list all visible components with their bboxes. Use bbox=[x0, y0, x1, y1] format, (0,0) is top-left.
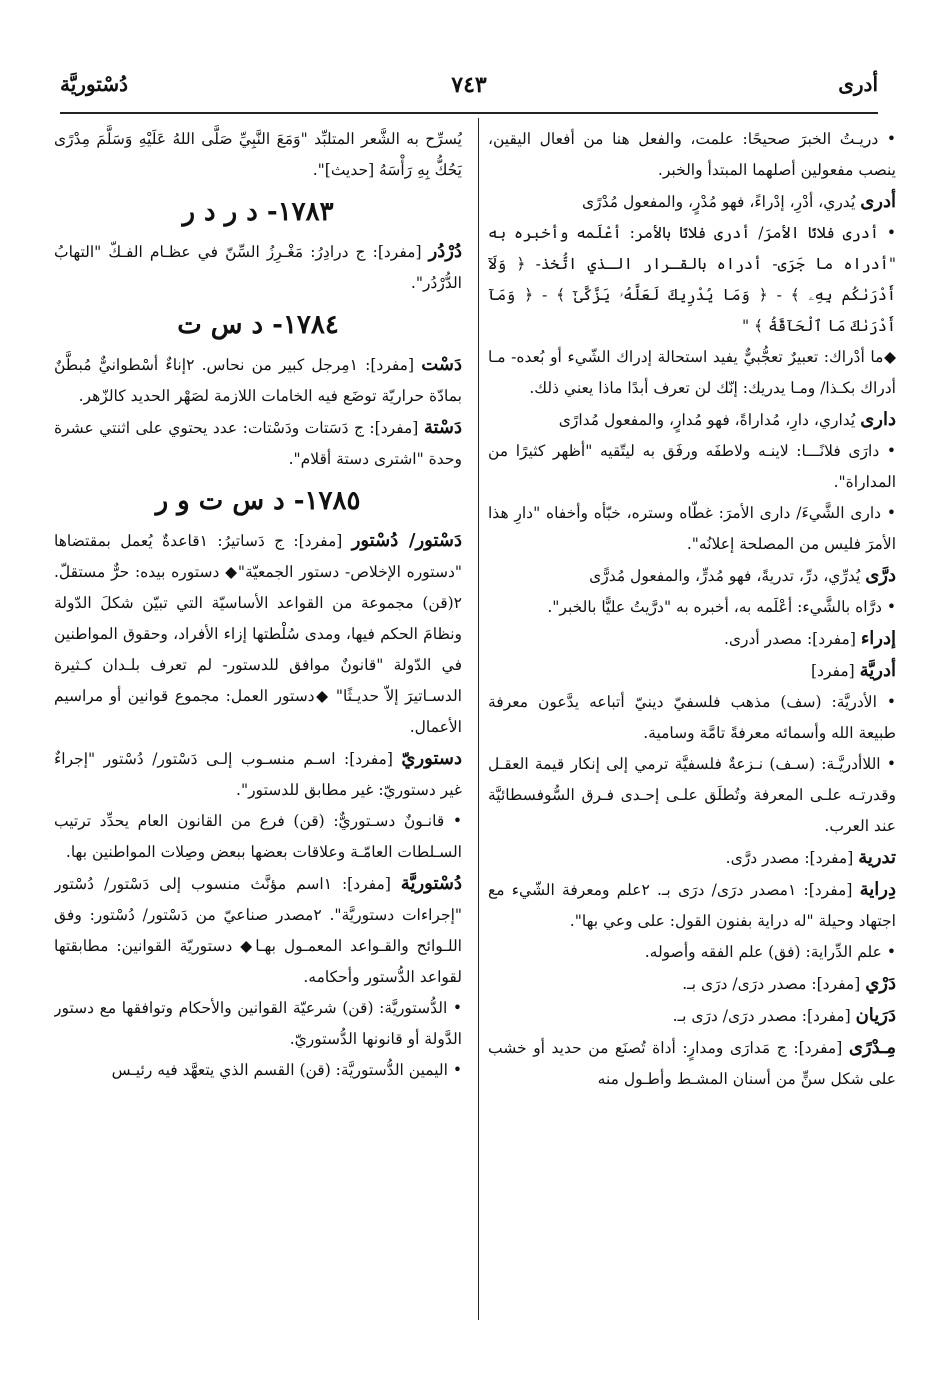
entry-definition: [مفرد]: مصدر درَى/ درَى بـ. bbox=[682, 975, 866, 993]
entry-headword: دَسْت bbox=[421, 354, 462, 375]
entry-definition: [مفرد]: اسـم منسـوب إلـى دَسْتور/ دُسْتور "إجراءٌ غير دستوريّ: غير مطابق للدستور". bbox=[54, 750, 462, 799]
entry-paragraph: • الدُّستوريَّة: (قن) شرعيّة القوانين والأحكام وتوافقها مع دستور الدَّولة أو قانونها الدُّستوريّ. bbox=[54, 999, 462, 1048]
entry-definition: يُدرِّي، درِّ، تدريةً، فهو مُدرٍّ، والمفعول مُدرًّى bbox=[589, 567, 866, 585]
entry-definition: [مفرد]: ج درادِرُ: مَغْـرِزُ السِّنّ في عظـام الفـكّ "التهابُ الدُّرْدُر". bbox=[54, 243, 462, 292]
entry-definition: [مفرد]: مصدر درَّى. bbox=[725, 849, 859, 867]
dictionary-entry bbox=[488, 655, 896, 687]
entry-definition: [مفرد]: ج دَسَتات ودَسْتات: عدد يحتوي على اثنتي عشرة وحدة "اشترى دستة أقلام". bbox=[54, 419, 462, 468]
entry-definition: [مفرد]: مصدر أدرى. bbox=[723, 630, 861, 648]
entry-paragraph: • اليمين الدُّستوريَّة: (قن) القسم الذي يتعهَّد فيه رئيـس bbox=[111, 1061, 462, 1079]
dictionary-entry bbox=[54, 868, 462, 993]
entry-definition: يُدري، أدْرِ، إدْراءً، فهو مُدْرٍ، والمفعول مُدْرًى bbox=[582, 193, 861, 211]
entry-definition: [مفرد]: ج دَساتيرُ: ١قاعدةٌ يُعمل بمقتضاها "دستوره الإخلاص- دستور الجمعيّة"◆ دستوره بيده: حرٌّ مستقلّ. ٢(قن) مجموعة من القواعد الأساسيّة التي تبيّن شكلَ الدّولة ونظامَ الحكم فيها، ومدى سُلْطتها إزاء الأفراد، وحقوق المواطنين في الدّولة "قانونٌ موافق للدستور- لم تعرف بلـدان كـثيرة الدسـاتيرَ إلاّ حديـثًا" ◆دستور العمل: مجموع قوانين أو مراسيم الأعمال. bbox=[54, 532, 462, 736]
entry-paragraph: يُسرِّح به الشَّعر المتلبِّد "وَمَعَ النَّبِيِّ صَلَّى اللهُ عَلَيْهِ وَسَلَّمَ مِدْرًى يَحُكُّ بِهِ رَأْسَهُ [حديث]". bbox=[54, 130, 462, 179]
entry-headword: دارى bbox=[860, 409, 896, 430]
dictionary-entry bbox=[488, 186, 896, 218]
entry-headword: دُسْتوريَّة bbox=[400, 873, 462, 894]
entry-paragraph: • أدرى فلانًا الأمرَ/ أدرى فلانًا بالأمر: أعْلَمه وأخبره به "أدراه ما جَرَى- أدراه بالقـرار الـذي اتُّخذ- ﴿ وَلَآ أَدْرَىٰكُم بِهِۦ ﴾ - ﴿ وَمَا يُدْرِيكَ لَعَلَّهُۥ يَزَّكَّىٰٓ ﴾ - ﴿ وَمَآ أَدْرَىٰكَ مَا ٱلْحَآقَّةُ ﴾ " bbox=[488, 224, 896, 335]
dictionary-entry bbox=[488, 874, 896, 937]
root-heading: ١٧٨٣- د ر د ر bbox=[182, 197, 334, 227]
root-heading: ١٧٨٤- د س ت bbox=[177, 310, 339, 340]
entry-headword: إدراء bbox=[860, 628, 896, 649]
entry-headword: مِـدْرًى bbox=[848, 1037, 896, 1058]
page-number: ٧٤٣ bbox=[451, 72, 487, 98]
entry-headword: تدرية bbox=[858, 847, 896, 868]
entry-definition: [مفرد] bbox=[811, 662, 860, 680]
dictionary-entry bbox=[488, 560, 896, 592]
dictionary-entry bbox=[488, 404, 896, 436]
entry-definition: [مفرد]: ج مَدارَى ومدارٍ: أداة تُصنَع من حديد أو خشب على شكل سنٍّ من أسنان المشـط وأطـول منه bbox=[488, 1039, 896, 1088]
dictionary-entry bbox=[488, 1032, 896, 1095]
dictionary-entry bbox=[54, 349, 462, 412]
entry-headword: دَسْتور/ دُسْتور bbox=[351, 530, 462, 551]
dictionary-entry bbox=[488, 842, 896, 874]
dictionary-entry bbox=[54, 525, 462, 743]
entry-paragraph: • قانـونٌ دسـتوريٌّ: (قن) فرع من القانون العام يحدِّد ترتيب السـلطات العامّـة وعلاقات بعضها ببعض وصِلات المواطنين بها. bbox=[54, 812, 462, 861]
entry-definition: [مفرد]: ١مصدر درَى/ درَى بـ. ٢علم ومعرفة الشّيء مع اجتهاد وحيلة "له دراية بفنون القول: على وعي بها". bbox=[488, 881, 896, 930]
entry-paragraph: • دارى الشَّيءَ/ دارى الأمرَ: غطّاه وستره، خبّأه وأخفاه "دارِ هذا الأمرَ فليس من المصلحة إعلانُه". bbox=[488, 504, 896, 553]
entry-paragraph: • الأدريَّة: (سف) مذهب فلسفيّ دينيّ أتباعه يدَّعون معرفة طبيعة الله وأسمائه معرفةً تامَّة وسامية. bbox=[488, 693, 896, 742]
entry-paragraph: ◆ما أدْراك: تعبيرٌ تعجُّبيٌّ يفيد استحالة إدراك الشّيء أو بُعده- مـا أدراك بكـذا/ ومـا يدريك: إنّك لن تعرف أبدًا ماذا يعني ذلك. bbox=[488, 348, 896, 397]
entry-headword: دَسْتة bbox=[423, 417, 462, 438]
dictionary-entry bbox=[54, 743, 462, 806]
dictionary-entry bbox=[488, 1000, 896, 1032]
header-first-word: أدرى bbox=[838, 72, 878, 96]
left-column bbox=[54, 124, 462, 1320]
entry-headword: أدرى bbox=[860, 191, 896, 212]
running-head bbox=[60, 72, 878, 106]
right-column bbox=[488, 124, 896, 1320]
dictionary-entry bbox=[54, 236, 462, 299]
entry-paragraph: • دارَى فلانًـــا: لاينـه ولاطفَه ورفَق به ليتّقيه "أظهر كثيرًا من المداراة". bbox=[488, 442, 896, 491]
entry-headword: دِراية bbox=[859, 879, 896, 900]
entry-headword: دَرْي bbox=[865, 973, 896, 994]
dictionary-entry bbox=[488, 968, 896, 1000]
entry-paragraph: • اللاأدريَّـة: (سـف) نـزعةٌ فلسفيَّة ترمي إلى إنكار قيمة العقـل وقدرتـه علـى المعرفة وتُطلَق علـى إحـدى فـرق السُّوفسطائيَّة عند العرب. bbox=[488, 755, 896, 835]
entry-headword: درَّى bbox=[865, 565, 896, 586]
header-last-word: دُسْتوريَّة bbox=[60, 72, 128, 96]
entry-headword: دُرْدُر bbox=[428, 241, 462, 262]
entry-headword: دَرَيان bbox=[855, 1005, 896, 1026]
entry-headword: أدريَّة bbox=[859, 660, 896, 681]
entry-definition: [مفرد]: ١مِرجل كبير من نحاس. ٢إناءٌ أسْطوانيٌّ مُبطَّنٌ بمادّة حراريّة توضَع فيه الخامات اللازمة لصَهْر الحديد كالزّهر. bbox=[54, 356, 462, 405]
dictionary-entry bbox=[488, 623, 896, 655]
entry-headword: دستوريّ bbox=[401, 748, 462, 769]
column-divider bbox=[478, 118, 479, 1320]
dictionary-entry bbox=[54, 412, 462, 475]
root-heading: ١٧٨٥- د س ت و ر bbox=[155, 486, 361, 516]
entry-paragraph: • درَّاه بالشَّيء: أعْلَمه به، أخبره به "درَّيتُ عليًّا بالخبر". bbox=[547, 598, 896, 616]
entry-definition: [مفرد]: ١اسم مؤنَّث منسوب إلى دَسْتور/ دُسْتور "إجراءات دستوريَّة". ٢مصدر صناعيّ من دَسْتور/ دُسْتور: وفق اللـوائح والقـواعد المعمـول بهـا◆ دستوريّة القوانين: مطابقتها لقواعد الدُّستور وأحكامه. bbox=[54, 875, 462, 986]
header-rule bbox=[60, 112, 878, 114]
entry-definition: [مفرد]: مصدر درَى/ درَى بـ. bbox=[672, 1007, 856, 1025]
entry-paragraph: • دريـتُ الخبرَ صحيحًا: علمت، والفعل هنا من أفعال اليقين، ينصب مفعولين أصلهما المبتدأ والخبر. bbox=[488, 130, 896, 179]
entry-definition: يُداري، دارِ، مُداراةً، فهو مُدارٍ، والمفعول مُدارًى bbox=[558, 411, 861, 429]
entry-paragraph: • علم الدِّراية: (فق) علم الفقه وأصوله. bbox=[644, 943, 896, 961]
